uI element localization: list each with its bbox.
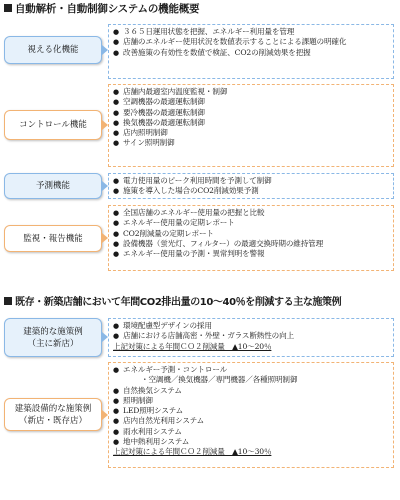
list-item: ● 要冷機器の最適運転制御 xyxy=(113,107,205,117)
list-item: ● 店内自然光利用システム xyxy=(113,416,205,426)
list-item: ● LED照明システム xyxy=(113,406,184,416)
square-bullet-icon xyxy=(4,4,12,12)
reduction-summary: 上記対策による年間ＣＯ２削減量 ▲10～20％ xyxy=(113,341,272,351)
list-item: ● 店内照明制御 xyxy=(113,128,168,138)
block-visualization xyxy=(4,24,394,79)
content-visualization xyxy=(108,24,394,79)
list-item: ● 環境配慮型デザインの採用 xyxy=(113,321,212,330)
list-item: ● 換気機器の最適運転制御 xyxy=(113,117,205,127)
list-item: ● エネルギー使用量の予測・異常判明を警報 xyxy=(113,249,265,259)
label-control: コントロール機能 xyxy=(4,110,102,140)
block-control xyxy=(4,84,394,167)
block-prediction xyxy=(4,173,394,199)
content-equipment xyxy=(108,362,394,468)
list-item: ● 照明制御 xyxy=(113,395,153,405)
list-item: ● 店舗のエネルギー使用状況を数値表示することによる課題の明確化 xyxy=(113,37,347,47)
list-item: ● エネルギー使用量の定期レポート xyxy=(113,218,235,228)
label-prediction: 予測機能 xyxy=(4,173,102,199)
list-item: ● 店舗内最適室内温度監視・制御 xyxy=(113,87,228,96)
block-architectural xyxy=(4,318,394,357)
list-item: ● サイン照明制御 xyxy=(113,138,175,148)
block-monitoring xyxy=(4,205,394,271)
list-item: ● 設備機器（蛍光灯、フィルター）の最適交換時期の維持管理 xyxy=(113,238,324,248)
list-item: ● ３６５日運用状態を把握、エネルギー利用量を管理 xyxy=(113,27,295,36)
list-item: ● CO2削減量の定期レポート xyxy=(113,228,214,238)
list-item: ● 雨水利用システム xyxy=(113,426,182,436)
list-item: ● 地中熱利用システム xyxy=(113,437,190,447)
label-monitoring: 監視・報告機能 xyxy=(4,225,102,252)
list-item: ● エネルギー予測・コントロール xyxy=(113,365,228,374)
section1-title: 自動解析・自動制御システムの機能概要 xyxy=(4,3,199,16)
label-equipment: 建築設備的な施策例 （新店・既存店） xyxy=(4,398,102,431)
content-architectural xyxy=(108,318,394,357)
list-subitem: ・空調機／換気機器／専門機器／各種照明制御 xyxy=(141,375,298,385)
list-item: ● 店舗における店舗高密・外壁・ガラス断熱性の向上 xyxy=(113,331,294,341)
label-visualization: 視える化機能 xyxy=(4,36,102,64)
content-monitoring xyxy=(108,205,394,271)
list-item: ● 自然換気システム xyxy=(113,385,182,395)
list-item: ● 改善施策の有効性を数値で検証、CO2の削減効果を把握 xyxy=(113,47,311,57)
list-item: ● 全国店舗のエネルギー使用量の把握と比較 xyxy=(113,208,265,217)
content-control xyxy=(108,84,394,167)
section2-title: 既存・新築店舗において年間CO2排出量の10～40％を削減する主な施策例 xyxy=(4,296,341,309)
label-architectural: 建築的な施策例 （主に新店） xyxy=(4,318,102,357)
list-item: ● 施策を導入した場合のCO2削減効果予測 xyxy=(113,186,259,196)
reduction-summary: 上記対策による年間ＣＯ２削減量 ▲10～30％ xyxy=(113,447,272,457)
block-equipment xyxy=(4,362,394,468)
content-prediction xyxy=(108,173,394,199)
square-bullet-icon xyxy=(4,297,12,305)
list-item: ● 電力使用量のピーク利用時間を予測して制御 xyxy=(113,176,272,185)
list-item: ● 空調機器の最適運転制御 xyxy=(113,97,205,107)
